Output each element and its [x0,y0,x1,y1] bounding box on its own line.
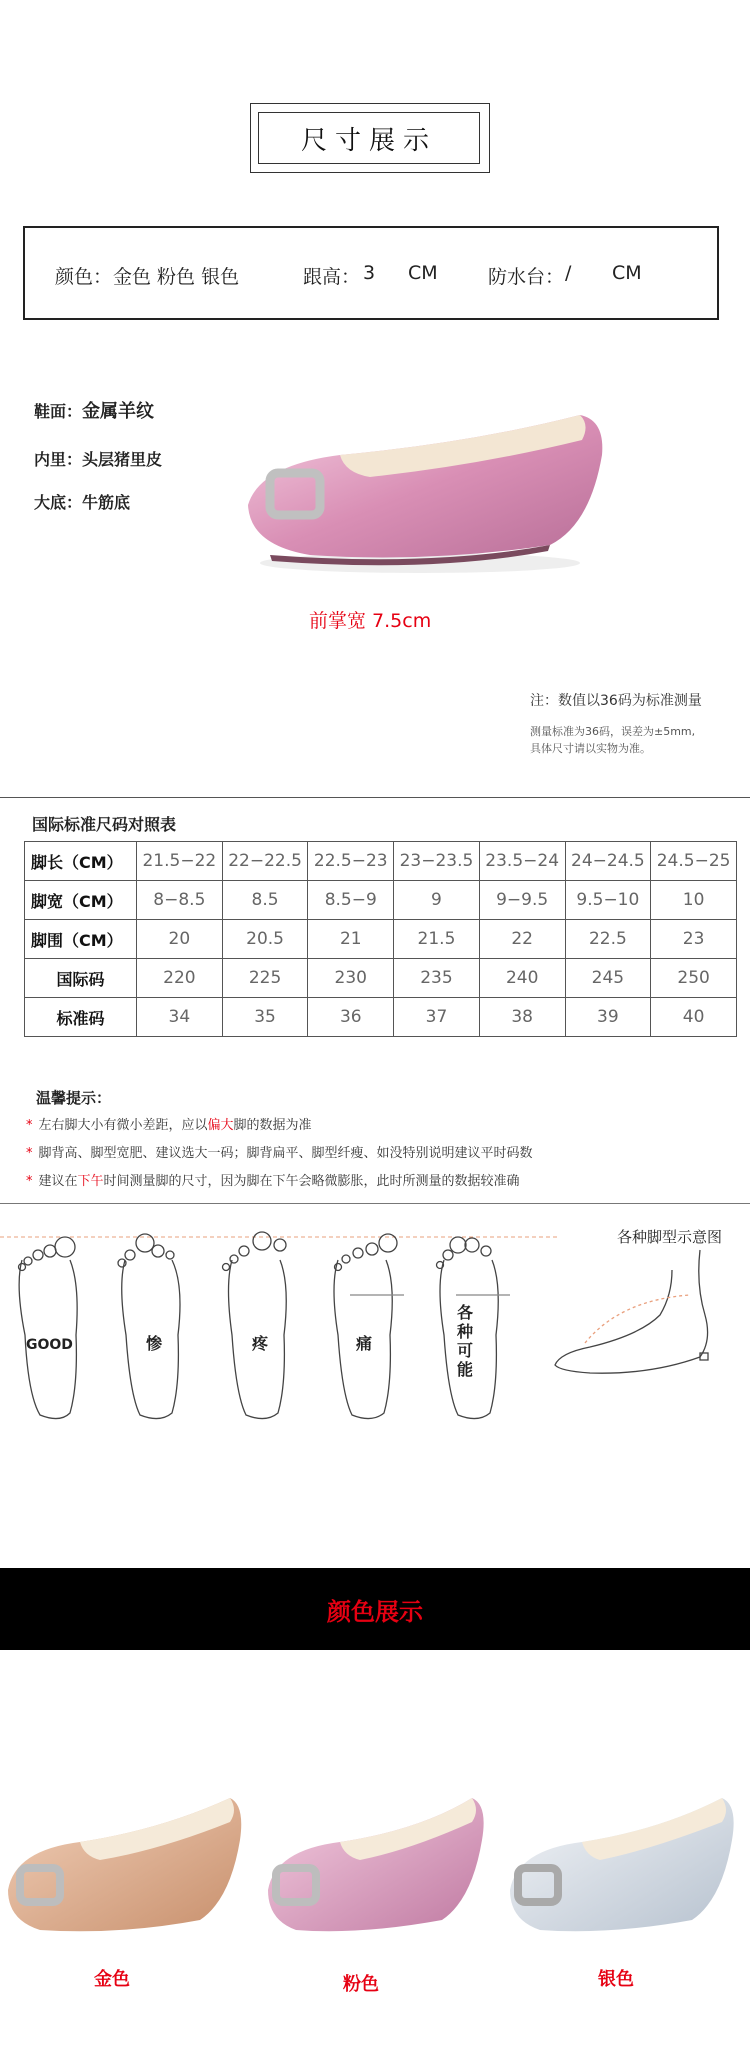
table-cell: 21.5−22 [137,842,223,881]
foot-label-pain: 痛 [356,1334,373,1353]
table-cell: 9.5−10 [565,881,651,920]
forefoot-width: 前掌宽 7.5cm [309,610,432,632]
foot-label-bad: 惨 [146,1334,163,1353]
tip-text: 建议在 [38,1174,78,1189]
shoe-image-main [230,395,610,585]
table-cell: 38 [479,998,565,1037]
tip-3 [26,1170,520,1189]
divider [0,797,750,798]
table-cell: 9 [394,881,480,920]
table-cell: 21.5 [394,920,480,959]
material-value: 头层猪里皮 [82,450,163,469]
table-cell: 235 [394,959,480,998]
row-header: 脚长（CM） [25,842,137,881]
table-cell: 240 [479,959,565,998]
shoe-pink [268,1798,484,1931]
tip-text: 左右脚大小有微小差距，应以 [38,1118,208,1133]
tip-text: 脚的数据为准 [233,1118,312,1133]
row-header: 脚围（CM） [25,920,137,959]
table-cell: 9−9.5 [479,881,565,920]
foot-diagram [0,1225,750,1435]
color-display-band: 颜色展示 [0,1568,750,1650]
foot-label-various: 各种可能 [457,1303,474,1379]
table-cell: 36 [308,998,394,1037]
table-cell: 22−22.5 [222,842,308,881]
table-cell: 8.5 [222,881,308,920]
table-cell: 230 [308,959,394,998]
color-label-pink: 粉色 [343,1974,379,1995]
table-cell: 8.5−9 [308,881,394,920]
section-title [250,103,490,173]
divider [0,1203,750,1204]
row-header: 脚宽（CM） [25,881,137,920]
size-table [24,841,737,1037]
tip-text: 脚背高、脚型宽肥、建议选大一码；脚背扁平、脚型纤瘦、如没特别说明建议平时码数 [38,1146,533,1161]
tips-title: 温馨提示： [36,1089,112,1107]
table-row [25,959,737,998]
table-cell: 245 [565,959,651,998]
material-label: 鞋面： [34,402,83,421]
row-header: 标准码 [25,998,137,1037]
material-lining [34,447,162,470]
table-cell: 10 [651,881,737,920]
heel-value: 3 [363,262,376,284]
foot-diagram-title: 各种脚型示意图 [617,1228,723,1246]
table-cell: 35 [222,998,308,1037]
note-main: 注：数值以36码为标准测量 [530,693,702,709]
table-cell: 23.5−24 [479,842,565,881]
material-upper [34,397,154,423]
row-header: 国际码 [25,959,137,998]
material-value: 牛筋底 [82,493,131,512]
star-icon: * [26,1146,33,1161]
material-label: 内里： [34,450,83,469]
table-row [25,842,737,881]
heel-label: 跟高： [303,266,361,288]
color-shoes [0,1770,750,1970]
platform-label: 防水台： [488,266,565,288]
table-row [25,881,737,920]
table-cell: 20.5 [222,920,308,959]
platform-unit: CM [612,262,642,284]
tip-2 [26,1142,533,1161]
spec-box [23,226,719,320]
table-cell: 24.5−25 [651,842,737,881]
color-label-gold: 金色 [94,1969,130,1990]
table-cell: 220 [137,959,223,998]
table-row [25,920,737,959]
tip-highlight: 下午 [77,1174,104,1189]
material-label: 大底： [34,493,83,512]
tip-1 [26,1114,312,1133]
table-cell: 8−8.5 [137,881,223,920]
shoe-gold [8,1798,241,1931]
star-icon: * [26,1118,33,1133]
note-sub-2: 具体尺寸请以实物为准。 [530,742,651,755]
color-values: 金色 粉色 银色 [113,266,240,288]
foot-label-sore: 疼 [252,1334,269,1353]
tip-text: 时间测量脚的尺寸，因为脚在下午会略微膨胀，此时所测量的数据较准确 [103,1174,520,1189]
star-icon: * [26,1174,33,1189]
foot-label-good: GOOD [26,1337,73,1353]
table-title: 国际标准尺码对照表 [32,815,177,834]
shoe-silver [510,1798,734,1931]
table-cell: 23−23.5 [394,842,480,881]
table-cell: 23 [651,920,737,959]
table-row [25,998,737,1037]
color-label: 颜色： [55,266,113,288]
material-value: 金属羊纹 [82,401,155,422]
table-cell: 37 [394,998,480,1037]
page-title: 尺寸展示 [258,112,480,164]
table-cell: 22.5 [565,920,651,959]
table-cell: 39 [565,998,651,1037]
table-cell: 225 [222,959,308,998]
material-sole [34,490,130,513]
table-cell: 21 [308,920,394,959]
table-cell: 22.5−23 [308,842,394,881]
table-cell: 34 [137,998,223,1037]
tip-highlight: 偏大 [207,1118,234,1133]
table-cell: 250 [651,959,737,998]
color-label-silver: 银色 [598,1969,634,1990]
table-cell: 40 [651,998,737,1037]
table-cell: 24−24.5 [565,842,651,881]
platform-value: / [565,262,572,284]
heel-unit: CM [408,262,438,284]
table-cell: 22 [479,920,565,959]
note-sub-1: 测量标准为36码，误差为±5mm, [530,725,696,738]
table-cell: 20 [137,920,223,959]
